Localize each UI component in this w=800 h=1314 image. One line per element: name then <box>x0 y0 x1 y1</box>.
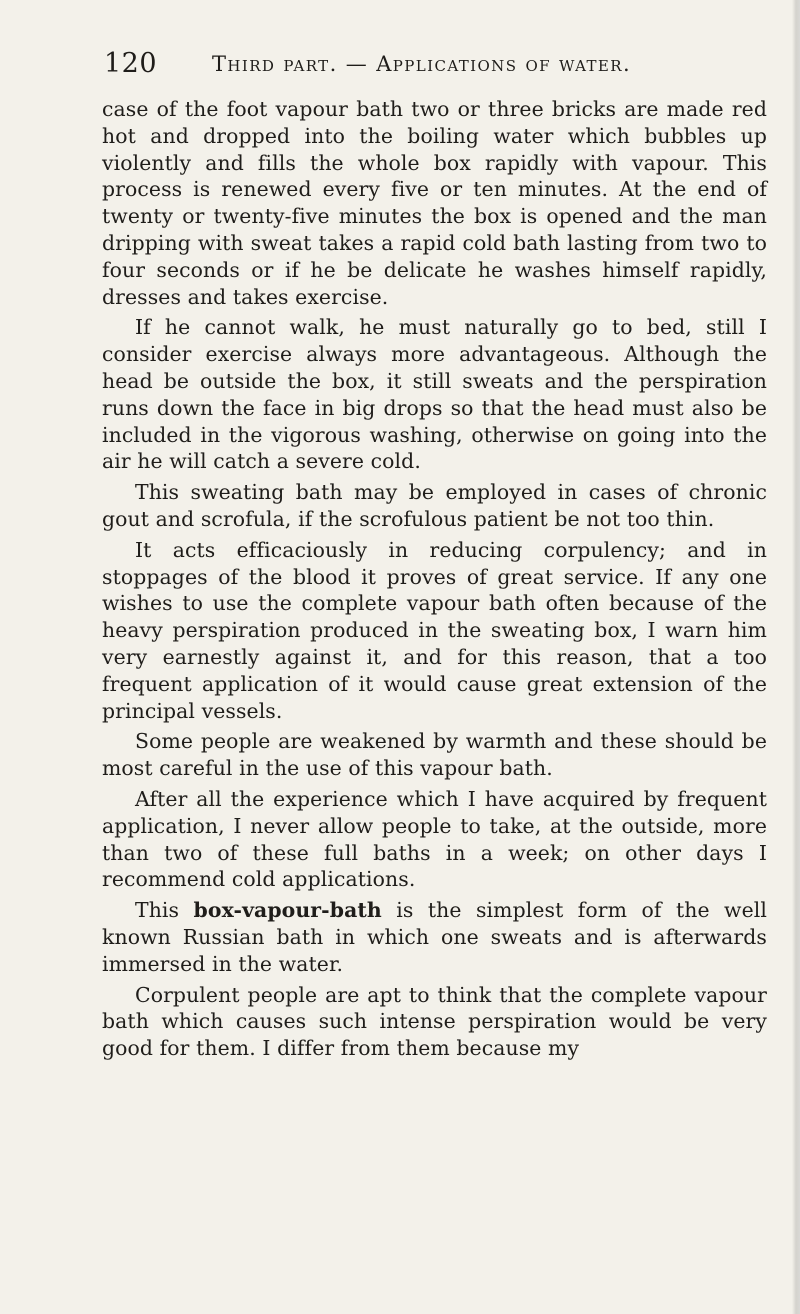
running-head-title: Third part. — Applications of water. <box>212 52 632 76</box>
running-head <box>104 46 764 86</box>
paragraph-7-lead: This <box>135 898 194 923</box>
body-text <box>102 96 767 1062</box>
paragraph-2: If he cannot walk, he must naturally go to bed, still I consider exercise always more advantageous. Although the head be outside the box, it still sweats and the perspiration runs down the face in big drops so that the head must also be included in the vigorous washing, otherwise on going into the air he will catch a severe cold. <box>102 315 767 474</box>
paragraph-4: It acts efficaciously in reducing corpulency; and in stoppages of the blood it proves of great service. If any one wishes to use the complete vapour bath often because of the heavy perspiration produced in the sweating box, I warn him very earnestly against it, and for this reason, that a too frequent application of it would cause great extension of the principal vessels. <box>102 537 767 723</box>
paragraph-7 <box>102 897 767 977</box>
paragraph-3: This sweating bath may be employed in cases of chronic gout and scrofula, if the scrofulous patient be not too thin. <box>102 480 767 531</box>
paragraph-5: Some people are weakened by warmth and these should be most careful in the use of this vapour bath. <box>102 729 767 781</box>
page-number: 120 <box>104 48 158 79</box>
paragraph-8: Corpulent people are apt to think that the complete vapour bath which causes such intense perspiration would be very good for them. I differ from them because my <box>102 982 767 1061</box>
paragraph-6: After all the experience which I have acquired by frequent application, I never allow people to take, at the outside, more than two of these full baths in a week; on other days I recommend cold applications. <box>102 786 767 892</box>
paragraph-7-rest: is the simplest form of the well known Russian bath in which one sweats and is afterwards immersed in the water. <box>102 898 768 976</box>
paragraph-1: case of the foot vapour bath two or three bricks are made red hot and dropped into the boiling water which bubbles up violently and fills the whole box rapidly with vapour. This process is renewed every five or ten minutes. At the end of twenty or twenty-five minutes the box is opened and the man dripping with sweat takes a rapid cold bath lasting from two to four seconds or if he be delicate he washes himself rapidly, dresses and takes exercise. <box>102 97 767 309</box>
page-edge-shadow <box>792 0 800 1314</box>
box-vapour-bath-term: box-vapour-bath <box>193 898 382 923</box>
